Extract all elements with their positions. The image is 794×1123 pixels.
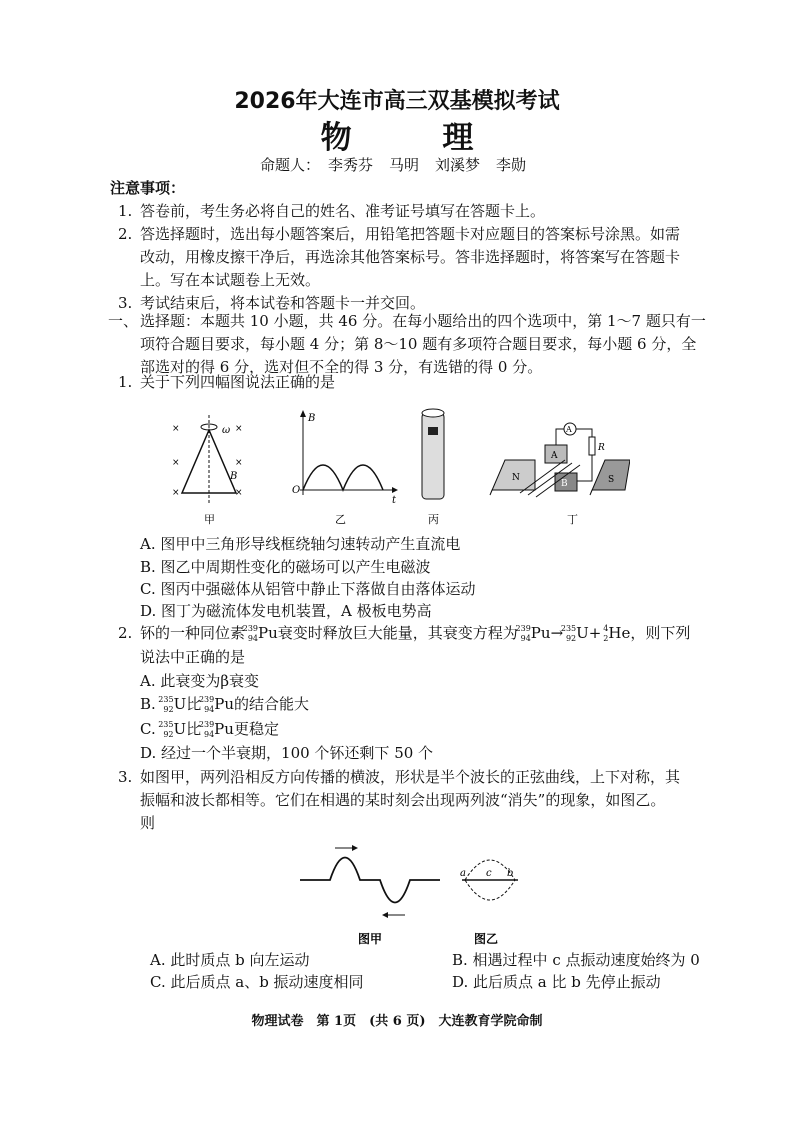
plate-a-label: A	[551, 451, 558, 461]
isotope-pu	[242, 624, 259, 643]
question-number: 2.	[118, 624, 133, 642]
svg-text:×: ×	[235, 458, 243, 468]
mass-number: 4	[603, 624, 609, 633]
atomic-number: 94	[203, 730, 215, 739]
section-heading	[108, 310, 710, 333]
figure-label: 丙	[428, 513, 439, 526]
notice-text: 改动，用橡皮擦干净后，再选涂其他答案标号。答非选择题时，将答案写在答题卡	[140, 248, 681, 266]
question-text: 如图甲，两列沿相反方向传播的横波，形状是半个波长的正弦曲线，上下对称，其	[140, 768, 681, 786]
figure-ding	[490, 423, 630, 526]
author: 刘溪梦	[435, 156, 481, 174]
axis-b-label: B	[308, 413, 316, 424]
option-c: C. 此后质点 a、b 振动速度相同	[150, 973, 364, 991]
option-d: D. 此后质点 a 比 b 先停止振动	[452, 973, 661, 991]
symbol: U	[173, 695, 187, 713]
q2-stem	[118, 622, 710, 645]
svg-text:×: ×	[235, 488, 243, 498]
isotope-u	[158, 695, 174, 714]
point-b-label: b	[507, 868, 514, 879]
figure-bing	[422, 409, 444, 526]
axis-t-label: t	[392, 495, 397, 506]
mass-number: 239	[515, 624, 531, 633]
option-b: B. 相遇过程中 c 点振动速度始终为 0	[452, 951, 700, 969]
atomic-number: 92	[163, 730, 174, 739]
ammeter-label: A	[566, 425, 572, 434]
question-text: 则	[140, 814, 156, 832]
omega-label: ω	[222, 425, 231, 436]
question-text: 关于下列四幅图说法正确的是	[140, 373, 336, 391]
notice-number: 2.	[118, 225, 133, 243]
section-text: 项符合题目要求，每小题 4 分；第 8～10 题有多项符合题目要求，每小题 6 分，全	[140, 335, 697, 353]
symbol: Pu	[214, 695, 235, 713]
notice-item	[118, 200, 710, 223]
symbol: Pu	[214, 720, 234, 738]
notice-number: 1.	[118, 202, 133, 220]
figure-jia-waves	[300, 845, 440, 946]
figure-label: 乙	[335, 513, 346, 526]
mass-number: 235	[158, 695, 174, 704]
mass-number: 235	[560, 624, 577, 633]
q1-figures	[160, 405, 630, 530]
notice-text: 答卷前，考生务必将自己的姓名、准考证号填写在答题卡上。	[140, 202, 546, 220]
q1-stem	[118, 371, 710, 394]
figure-label: 甲	[204, 513, 215, 526]
section-text: 选择题：本题共 10 小题，共 46 分。在每小题给出的四个选项中，第 1～7 题只有一	[140, 312, 706, 330]
section-text: 部选对的得 6 分，选对但不全的得 3 分，有选错的得 0 分。	[140, 358, 543, 376]
option-b: B. 图乙中周期性变化的磁场可以产生电磁波	[140, 558, 431, 576]
subject-title: 物 理	[320, 120, 514, 156]
svg-text:×: ×	[172, 424, 180, 434]
figure-jia	[172, 415, 243, 526]
point-a-label: a	[460, 868, 466, 879]
mass-number: 239	[198, 695, 215, 704]
option-text: 比	[186, 720, 202, 738]
n-pole-label: N	[512, 473, 520, 483]
figure-label: 图乙	[474, 932, 499, 946]
notice-text: 上。写在本试题卷上无效。	[140, 271, 321, 289]
option-text: 的结合能大	[234, 695, 310, 713]
authors-label: 命题人：	[259, 156, 320, 174]
author: 李秀芬	[327, 156, 373, 174]
option-c	[140, 718, 279, 740]
point-c-label: c	[486, 868, 492, 879]
section-number: 一、	[108, 312, 139, 330]
origin-label: O	[292, 485, 301, 496]
atomic-number: 92	[565, 634, 577, 643]
atomic-number: 94	[204, 705, 215, 714]
question-text: 钚的一种同位素	[140, 624, 246, 642]
atomic-number: 94	[520, 634, 531, 643]
symbol: U	[576, 624, 589, 642]
notice-text: 考试结束后，将本试卷和答题卡一并交回。	[140, 294, 426, 312]
symbol: Pu	[530, 624, 551, 642]
atomic-number: 92	[163, 705, 174, 714]
figure-label: 图甲	[358, 932, 383, 946]
isotope-pu	[198, 720, 215, 739]
figure-label: 丁	[567, 513, 578, 526]
mass-number: 235	[158, 720, 174, 729]
question-text: 说法中正确的是	[140, 648, 246, 666]
notice-item	[118, 223, 710, 246]
isotope-u	[560, 624, 577, 643]
option-d: D. 经过一个半衰期，100 个钚还剩下 50 个	[140, 744, 434, 762]
atomic-number: 94	[247, 634, 259, 643]
author: 李勋	[496, 156, 527, 174]
option-a: A. 此衰变为β衰变	[140, 672, 260, 690]
option-a: A. 此时质点 b 向左运动	[150, 951, 310, 969]
option-letter: B.	[140, 695, 156, 713]
question-number: 1.	[118, 373, 133, 391]
isotope-pu	[515, 624, 531, 643]
option-text: 比	[186, 695, 202, 713]
arrow: →	[550, 624, 564, 642]
question-number: 3.	[118, 768, 133, 786]
question-text: 振幅和波长都相等。它们在相遇的某时刻会出现两列波“消失”的现象，如图乙。	[140, 791, 666, 809]
option-d: D. 图丁为磁流体发电机装置，A 极板电势高	[140, 602, 432, 620]
isotope-he	[601, 625, 608, 643]
s-pole-label: S	[608, 475, 615, 485]
option-text: 更稳定	[233, 720, 279, 738]
q3-figures	[290, 835, 530, 950]
b-label: B	[230, 471, 238, 482]
svg-text:×: ×	[172, 458, 180, 468]
symbol: He	[608, 624, 631, 642]
author: 马明	[388, 156, 419, 174]
figure-yi-waves	[460, 860, 518, 946]
q3-stem	[118, 766, 710, 789]
option-c: C. 图丙中强磁体从铝管中静止下落做自由落体运动	[140, 580, 476, 598]
figure-yi	[292, 410, 398, 526]
atomic-number: 2	[603, 634, 609, 643]
mass-number: 239	[242, 624, 259, 633]
svg-text:×: ×	[235, 424, 243, 434]
question-text: ，则下列	[630, 624, 691, 642]
option-b	[140, 693, 309, 715]
plus: +	[588, 624, 602, 642]
exam-title: 2026年大连市高三双基模拟考试	[234, 89, 560, 114]
option-letter: C.	[140, 720, 156, 738]
plate-b-label: B	[561, 479, 568, 489]
isotope-u	[158, 720, 174, 739]
notice-text: 答选择题时，选出每小题答案后，用铅笔把答题卡对应题目的答案标号涂黑。如需	[140, 225, 681, 243]
isotope-pu	[198, 695, 215, 714]
option-a: A. 图甲中三角形导线框绕轴匀速转动产生直流电	[140, 535, 461, 553]
question-text: 衰变时释放巨大能量，其衰变方程为	[277, 624, 518, 642]
page-footer: 物理试卷 第 1页 (共 6 页) 大连教育学院命制	[251, 1014, 543, 1029]
notice-number: 3.	[118, 294, 133, 312]
resistor-label: R	[598, 443, 605, 453]
symbol: U	[173, 720, 187, 738]
authors-line	[0, 154, 794, 175]
svg-text:×: ×	[172, 488, 180, 498]
mass-number: 239	[198, 720, 215, 729]
notice-heading: 注意事项：	[110, 179, 186, 197]
symbol: Pu	[258, 624, 278, 642]
